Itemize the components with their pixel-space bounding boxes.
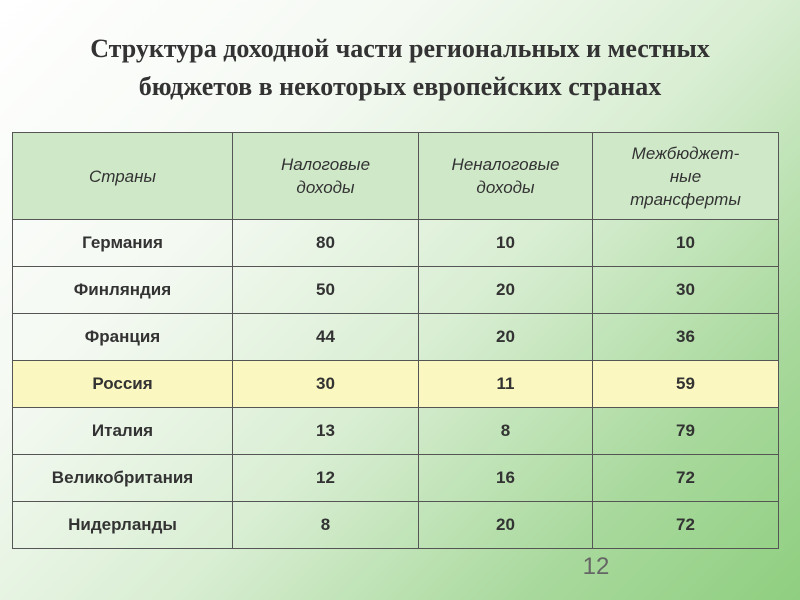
tax-revenue-cell: 30 — [233, 361, 419, 408]
tax-revenue-cell: 8 — [233, 502, 419, 549]
tax-revenue-cell: 12 — [233, 455, 419, 502]
transfers-cell: 10 — [593, 220, 779, 267]
transfers-cell: 30 — [593, 267, 779, 314]
table-row — [13, 314, 779, 361]
tax-revenue-cell: 13 — [233, 408, 419, 455]
country-cell: Россия — [13, 361, 233, 408]
nontax-revenue-cell: 20 — [419, 314, 593, 361]
header-tax-line-1: Налоговые — [280, 155, 371, 174]
tax-revenue-cell: 50 — [233, 267, 419, 314]
slide-title — [0, 30, 800, 106]
table-row — [13, 502, 779, 549]
header-tax-line-2: доходы — [296, 178, 355, 197]
header-nontax-line-1: Неналоговые — [451, 155, 560, 174]
header-nontax-revenue — [419, 133, 593, 220]
table-row — [13, 408, 779, 455]
table-header-row — [13, 133, 779, 220]
transfers-cell: 59 — [593, 361, 779, 408]
country-cell: Великобритания — [13, 455, 233, 502]
table-row — [13, 220, 779, 267]
nontax-revenue-cell: 11 — [419, 361, 593, 408]
nontax-revenue-cell: 20 — [419, 502, 593, 549]
nontax-revenue-cell: 10 — [419, 220, 593, 267]
table-row-highlighted — [13, 361, 779, 408]
header-countries-line-1: Страны — [88, 166, 157, 186]
country-cell: Франция — [13, 314, 233, 361]
nontax-revenue-cell: 8 — [419, 408, 593, 455]
transfers-cell: 36 — [593, 314, 779, 361]
page-number: 12 — [582, 553, 610, 580]
country-cell: Германия — [13, 220, 233, 267]
header-transfers-line-1: Межбюджет- — [631, 143, 740, 163]
country-cell: Финляндия — [13, 267, 233, 314]
transfers-cell: 72 — [593, 502, 779, 549]
tax-revenue-cell: 44 — [233, 314, 419, 361]
header-transfers-line-2: ные — [669, 166, 702, 186]
header-nontax-line-2: доходы — [476, 178, 535, 197]
tax-revenue-cell: 80 — [233, 220, 419, 267]
title-line-1: Структура доходной части региональных и местных — [90, 34, 710, 63]
transfers-cell: 72 — [593, 455, 779, 502]
header-transfers-line-3: трансферты — [630, 189, 741, 209]
table-row — [13, 267, 779, 314]
table-row — [13, 455, 779, 502]
header-countries — [13, 133, 233, 220]
nontax-revenue-cell: 16 — [419, 455, 593, 502]
header-tax-revenue — [233, 133, 419, 220]
transfers-cell: 79 — [593, 408, 779, 455]
budget-structure-table — [12, 132, 779, 549]
header-transfers — [593, 133, 779, 220]
nontax-revenue-cell: 20 — [419, 267, 593, 314]
budget-structure-table-container — [12, 132, 778, 548]
country-cell: Нидерланды — [13, 502, 233, 549]
title-line-2: бюджетов в некоторых европейских странах — [138, 72, 662, 101]
country-cell: Италия — [13, 408, 233, 455]
